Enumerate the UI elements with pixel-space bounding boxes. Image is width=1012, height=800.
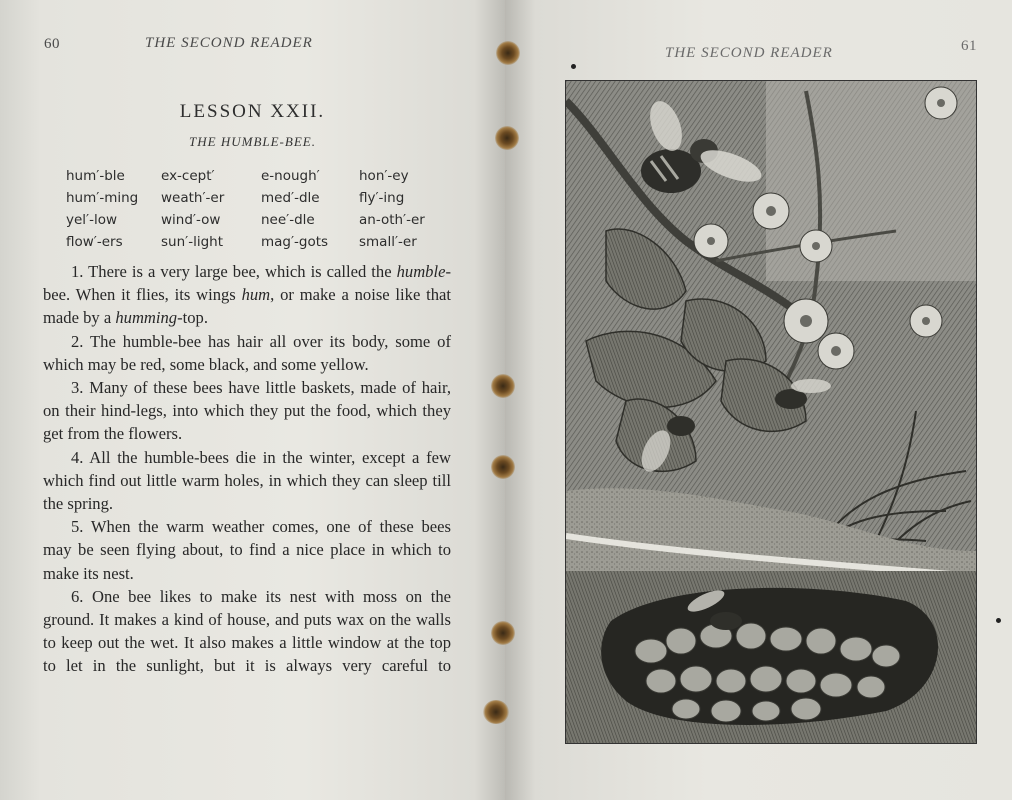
binding-hole <box>491 621 515 645</box>
spelling-word: ex-cept′ <box>161 168 215 184</box>
binding-hole <box>483 700 509 724</box>
spelling-word: wind′-ow <box>161 212 221 228</box>
ink-speck <box>996 618 1001 623</box>
paragraph-4: 4. All the humble-bees die in the winter, except a few which find out little warm holes, in which they can sleep till the spring. <box>43 447 451 514</box>
ink-speck <box>571 64 576 69</box>
right-page-number: 61 <box>961 38 977 54</box>
spelling-word: flow′-ers <box>66 234 123 250</box>
spelling-word: hum′-ble <box>66 168 125 184</box>
binding-hole <box>491 374 515 398</box>
paragraph-text: 1. There is a very large bee, which is called the <box>71 262 397 281</box>
spelling-word: hon′-ey <box>359 168 409 184</box>
spelling-word: an-oth′-er <box>359 212 425 228</box>
emphasis-text: hum <box>241 285 271 305</box>
paragraph-1 <box>43 260 451 330</box>
binding-hole <box>495 126 519 150</box>
spelling-word: small′-er <box>359 234 417 250</box>
humble-bee-engraving <box>565 80 977 744</box>
binding-hole <box>496 41 520 65</box>
left-page <box>0 0 505 800</box>
paragraph-2: 2. The humble-bee has hair all over its body, some of which may be red, some black, and some yellow. <box>43 331 451 374</box>
spelling-word: nee′-dle <box>261 212 315 228</box>
paragraph-3: 3. Many of these bees have little baskets, made of hair, on their hind-legs, into which they put the food, which they get from the flowers. <box>43 378 451 444</box>
emphasis-text: humble <box>396 262 446 281</box>
paragraph-5: 5. When the warm weather comes, one of these bees may be seen flying about, to find a nice place in which to make its nest. <box>43 517 451 583</box>
right-running-head: THE SECOND READER <box>665 45 833 61</box>
spelling-word: e-nough′ <box>261 168 320 184</box>
spelling-word: yel′-low <box>66 212 118 228</box>
paragraph-text: -top. <box>177 308 208 328</box>
engraving-drawing <box>566 81 976 743</box>
lesson-title: LESSON XXII. <box>179 101 326 122</box>
paragraph-text: , or make a noise like that made by a <box>43 285 451 328</box>
emphasis-text: humming <box>115 308 178 328</box>
lesson-body <box>43 260 451 678</box>
spelling-word: sun′-light <box>161 234 224 250</box>
binding-hole <box>491 455 515 479</box>
spelling-word-list <box>66 166 449 253</box>
lesson-subtitle: THE HUMBLE-BEE. <box>189 134 316 149</box>
spelling-word: hum′-ming <box>66 190 139 206</box>
spelling-word: weath′-er <box>161 190 225 206</box>
spelling-word: med′-dle <box>261 190 320 206</box>
spelling-word: mag′-gots <box>261 234 329 250</box>
left-page-number: 60 <box>44 36 60 52</box>
paragraph-text: -bee. When it flies, its wings <box>43 262 451 305</box>
spelling-word: fly′-ing <box>359 190 405 206</box>
paragraph-6: 6. One bee likes to make its nest with moss on the ground. It makes a kind of house, and puts wax on the walls to keep out the wet. It also makes a little window at the top to let in the sunlight, but it is always very careful to <box>43 586 451 676</box>
left-running-head: THE SECOND READER <box>145 35 313 51</box>
